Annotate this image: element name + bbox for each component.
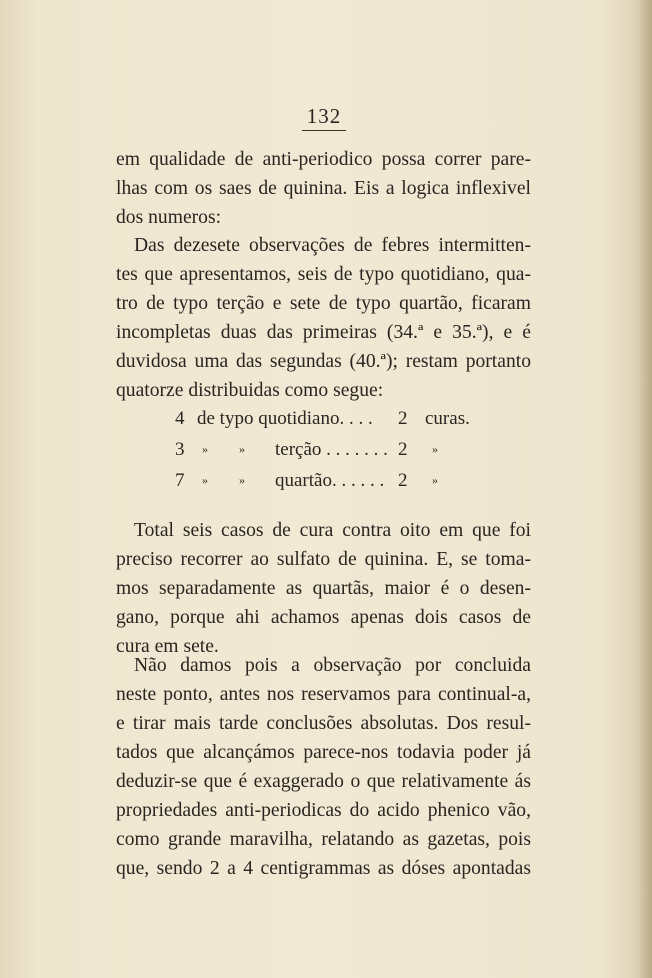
ditto-mark: » [202,473,208,487]
text-line: e tirar mais tarde conclusões absolutas. Dos resul- [116,713,531,734]
ditto-mark: » [432,442,438,456]
text-line: Das dezesete observações de febres intermitten- [134,235,531,256]
text-line: deduzir-se que é exaggerado o que relativamente ás [116,771,531,792]
text-line: tro de typo terção e sete de typo quartão, ficaram [116,293,531,314]
case-count: 3 [175,439,185,460]
page-gutter-shadow [638,0,652,978]
paragraph-3 [116,516,531,661]
ditto-mark: » [202,442,208,456]
text-line: propriedades anti-periodicas do acido phenico vão, [116,800,531,821]
page-number-rule [302,130,346,131]
text-line: cura em sete. [116,636,219,657]
case-count: 4 [175,408,185,429]
text-line: duvidosa uma das segundas (40.ª); restam portanto [116,351,531,372]
text-line: em qualidade de anti-periodico possa correr pare- [116,149,531,170]
text-line: que, sendo 2 a 4 centigrammas as dóses apontadas [116,858,531,879]
text-line: Não damos pois a observação por concluida [134,655,531,676]
text-line: tados que alcançámos parece-nos todavia poder já [116,742,531,763]
case-count: 7 [175,470,185,491]
ditto-mark: » [239,473,245,487]
text-line: incompletas duas das primeiras (34.ª e 35.ª), e é [116,322,531,343]
cure-count: 2 [398,408,408,429]
fever-type: quartão. . . . . . [275,470,385,491]
ditto-mark: » [239,442,245,456]
text-line: como grande maravilha, relatando as gazetas, pois [116,829,531,850]
text-line: tes que apresentamos, seis de typo quotidiano, qua- [116,264,531,285]
cure-unit: curas. [425,408,470,429]
ditto-mark: » [432,473,438,487]
paragraph-4 [116,651,531,883]
fever-type: de typo quotidiano. . . . [197,408,373,429]
text-line: quatorze distribuidas como segue: [116,380,384,401]
page-number: 132 [306,104,342,128]
text-line: dos numeros: [116,207,222,228]
fever-type: terção . . . . . . . [275,439,388,460]
text-line: preciso recorrer ao sulfato de quinina. E, se toma- [116,549,531,570]
text-line: mos separadamente as quartãs, maior é o desen- [116,578,531,599]
cure-count: 2 [398,470,408,491]
paragraph-2 [116,231,531,405]
text-line: Total seis casos de cura contra oito em que foi [134,520,531,541]
text-line: gano, porque ahi achamos apenas dois casos de [116,607,531,628]
paragraph-1 [116,145,531,232]
cure-count: 2 [398,439,408,460]
text-line: lhas com os saes de quinina. Eis a logica inflexivel [116,178,531,199]
text-line: neste ponto, antes nos reservamos para continual-a, [116,684,531,705]
